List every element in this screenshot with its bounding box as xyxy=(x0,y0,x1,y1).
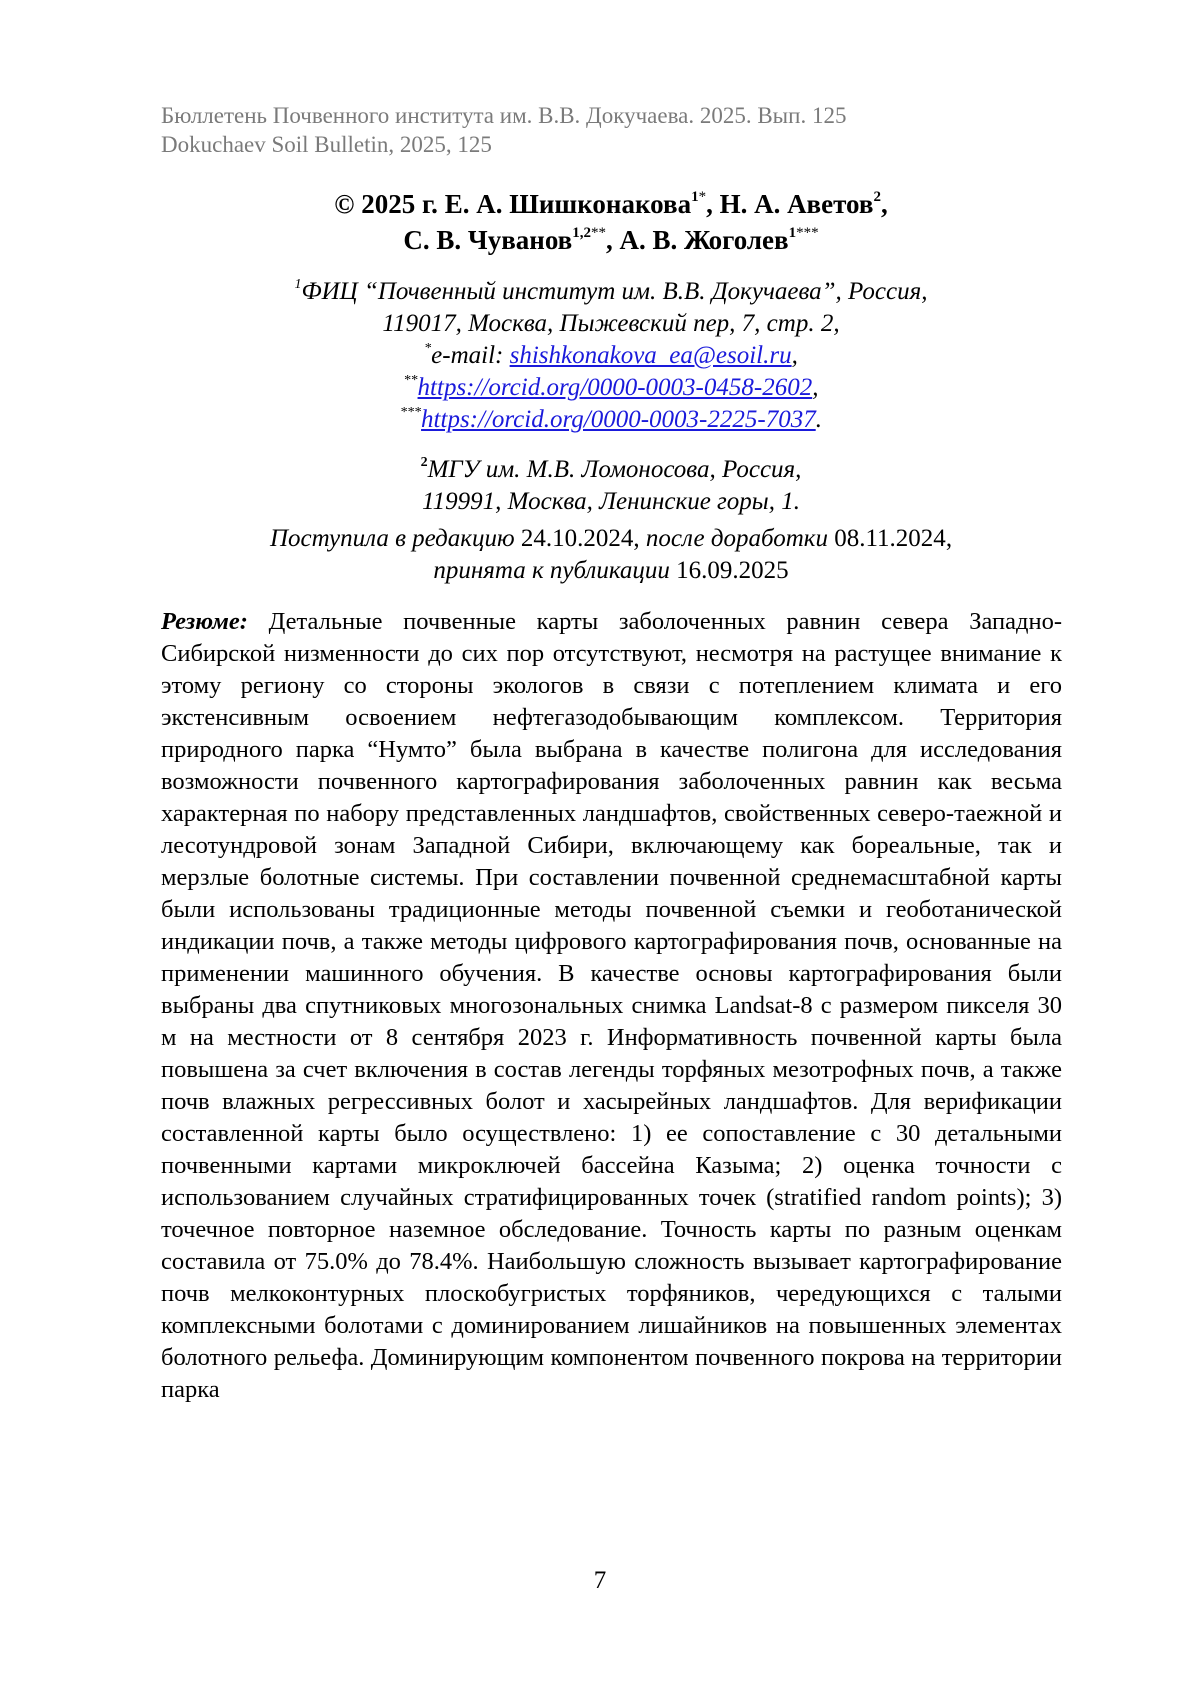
accepted-date: 16.09.2025 xyxy=(676,557,789,584)
affiliation-name: ФИЦ “Почвенный институт им. В.В. Докучаева”, Россия, xyxy=(301,278,928,305)
author-superscript: 2 xyxy=(873,189,881,205)
affiliation-address: 119991, Москва, Ленинские горы, 1. xyxy=(422,488,800,515)
page-number: 7 xyxy=(593,1567,607,1594)
affiliation-1: $^1$ФИЦ “Почвенный институт им. В.В. Докучаева”, Россия, 119017, Москва, Пыжевский пер, 7, стр. 2, *e-mail: shishkonakova_ea@esoil.ru, **https://orcid.org/0000-0003-0458-2602, ***https://orcid.org/0000-0003-2225-7037. xyxy=(160,276,1062,436)
orcid-link[interactable]: https://orcid.org/0000-0003-0458-2602 xyxy=(417,374,813,401)
accepted-label: принята к публикации xyxy=(433,557,670,584)
author-name: Е. А. Шишконакова xyxy=(444,189,692,219)
journal-title-ru: Бюллетень Почвенного института им. В.В. Докучаева. 2025. Вып. 125 xyxy=(161,103,847,128)
running-head xyxy=(161,101,1061,159)
revised-label: после доработки xyxy=(645,525,828,552)
abstract-label: Резюме: xyxy=(161,608,248,635)
orcid-link[interactable]: https://orcid.org/0000-0003-2225-7037 xyxy=(421,406,816,433)
orcid-mark: ** xyxy=(403,373,418,388)
received-label: Поступила в редакцию xyxy=(269,525,515,552)
affiliation-2 xyxy=(160,454,1062,518)
email-label: e-mail: xyxy=(431,342,510,369)
author-mark: ** xyxy=(591,225,606,241)
affiliation-number: 1 xyxy=(294,277,302,292)
email-link[interactable]: shishkonakova_ea@esoil.ru xyxy=(509,342,792,369)
copyright-prefix: © 2025 г. xyxy=(334,189,438,219)
abstract xyxy=(161,606,1062,1406)
affiliation-address: 119017, Москва, Пыжевский пер, 7, стр. 2, xyxy=(382,310,840,337)
received-date: 24.10.2024 xyxy=(520,525,634,552)
author-name: Н. А. Аветов xyxy=(719,189,874,219)
author-superscript: 1 xyxy=(788,225,797,241)
author-name: С. В. Чуванов xyxy=(403,225,573,255)
author-mark: *** xyxy=(796,225,819,241)
revised-date: 08.11.2024 xyxy=(834,525,946,552)
affiliation-name: МГУ им. М.В. Ломоносова, Россия, xyxy=(427,456,802,483)
affiliation-number: 2 xyxy=(420,455,428,470)
abstract-text: Детальные почвенные карты заболоченных равнин севера Западно-Сибирской низменности до сих пор отсутствуют, несмотря на растущее внимание к этому региону со стороны экологов в связи с потеплением климата и его экстенсивным освоением нефтегазодобывающим комплексом. Территория природного парка “Нумто” была выбрана в качестве полигона для исследования возможности почвенного картографирования заболоченных равнин как весьма характерная по набору представленных ландшафтов, свойственных северо-таежной и лесотундровой зонам Западной Сибири, включающему как бореальные, так и мерзлые болотные системы. При составлении почвенной среднемасштабной карты были использованы традиционные методы почвенной съемки и геоботанической индикации почв, а также методы цифрового картографирования почв, основанные на применении машинного обучения. В качестве основы картографирования были выбраны два спутниковых многозональных снимка Landsat-8 с размером пикселя 30 м на местности от 8 сентября 2023 г. Информативность почвенной карты была повышена за счет включения в состав легенды торфяных мезотрофных почв, а также почв влажных регрессивных болот и хасырейных ландшафтов. Для верификации составленной карты было осуществлено: 1) ее сопоставление с 30 детальными почвенными картами микроключей бассейна Казыма; 2) оценка точности с использованием случайных стратифицированных точек (stratified random points); 3) точечное повторное наземное обследование. Точность карты по разным оценкам составила от 75.0% до 78.4%. Наибольшую сложность вызывает картографирование почв мелкоконтурных плоскобугристых торфяников, чередующихся с талыми комплексными болотами с доминированием лишайников на повышенных элементах болотного рельефа. Доминирующим компонентом почвенного покрова на территории парка xyxy=(161,608,1062,1403)
author-line-1: © 2025 г. Е. А. Шишконакова$^{1*}$, Н. А. Аветов$^2$, xyxy=(334,189,888,219)
author-mark: * xyxy=(698,189,707,205)
author-line-2: С. В. Чуванов$^{1,2**}$, А. В. Жоголев$^{1***}$ xyxy=(403,225,819,255)
email-mark: * xyxy=(424,341,432,356)
submission-dates: Поступила в редакцию 24.10.2024, после доработки 08.11.2024, принята к публикации 16.09.2025 xyxy=(269,525,953,584)
author-superscript: 1,2 xyxy=(572,225,591,241)
orcid-mark: *** xyxy=(400,405,422,420)
journal-title-en: Dokuchaev Soil Bulletin, 2025, 125 xyxy=(161,132,492,157)
author-name: А. В. Жоголев xyxy=(619,225,789,255)
author-superscript: 1 xyxy=(691,189,699,205)
author-list xyxy=(160,186,1062,258)
